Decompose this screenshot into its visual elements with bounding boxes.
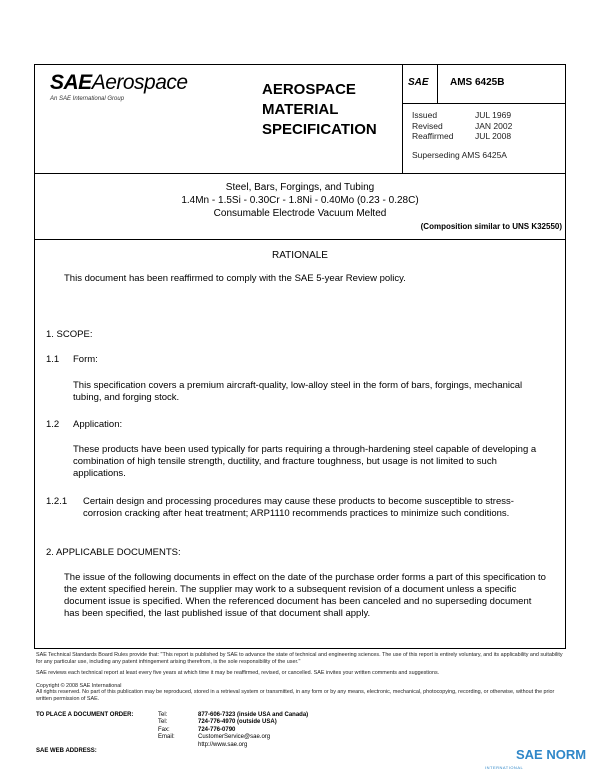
section-1-2-1-number: 1.2.1 bbox=[46, 496, 68, 507]
document-type-title: AEROSPACE MATERIAL SPECIFICATION bbox=[262, 81, 377, 138]
place-order-label: TO PLACE A DOCUMENT ORDER: bbox=[36, 712, 134, 718]
footer-rights: All rights reserved. No part of this publication may be reproduced, stored in a retrieval system or transmitted, in any form or by any means, electronic, mechanical, photocopying, recording, or otherwise, without the prior written permission of SAE. bbox=[36, 689, 555, 702]
section-2-text: The issue of the following documents in effect on the date of the purchase order forms a part of this specification to the extent specified herein. The supplier may work to a subsequent revision of a document unless a specific document issue is specified. When the referenced document has been canceled and no superseding document has been specified, the last published issue of that document shall apply. bbox=[64, 572, 546, 619]
web-address-label: SAE WEB ADDRESS: bbox=[36, 748, 97, 754]
section-1-2-label: Application: bbox=[73, 419, 123, 430]
footer-review: SAE reviews each technical report at least every five years at which time it may be reaffirmed, revised, or cancelled. SAE invites your written comments and suggestions. bbox=[36, 670, 440, 676]
contact-labels: Tel: Tel: Fax: Email: bbox=[158, 712, 175, 741]
header-divider bbox=[402, 103, 566, 104]
footer-rules: SAE Technical Standards Board Rules provide that: "This report is published by SAE to advance the state of technical and engineering sciences. The use of this report is entirely voluntary, and its applicability and suitability for any particular use, including any patent infringement arising therefrom, is the sole responsibility of the user." bbox=[36, 652, 563, 665]
section-applicable-documents: 2. APPLICABLE DOCUMENTS: bbox=[46, 547, 181, 558]
date-labels: Issued Revised Reaffirmed bbox=[412, 110, 454, 141]
section-1-1-label: Form: bbox=[73, 354, 98, 365]
section-1-2-number: 1.2 bbox=[46, 419, 60, 430]
date-values: JUL 1969 JAN 2002 JUL 2008 bbox=[475, 110, 513, 141]
sae-aerospace-logo: SAEAerospace bbox=[50, 71, 188, 94]
sae-mini-logo: SAE bbox=[408, 77, 429, 88]
ams-number: AMS 6425B bbox=[450, 77, 505, 88]
superseding: Superseding AMS 6425A bbox=[412, 150, 507, 160]
header-divider bbox=[402, 64, 403, 174]
section-1-2-1-text: Certain design and processing procedures may cause these products to become susceptible to stress-corrosion cracking after heat treatment; ARP1110 recommends practices to minimize such conditions. bbox=[83, 496, 514, 519]
contact-values: 877-606-7323 (inside USA and Canada) 724-776-4970 (outside USA) 724-776-0790 CustomerService@sae.org http://www.sae.org bbox=[198, 712, 309, 748]
section-1-1-text: This specification covers a premium aircraft-quality, low-alloy steel in the form of bars, forgings, mechanical tubing, and forging stock. bbox=[73, 380, 523, 403]
web-link[interactable]: http://www.sae.org bbox=[198, 741, 248, 748]
footer-copyright: Copyright © 2008 SAE International bbox=[36, 683, 122, 689]
composition-line: 1.4Mn - 1.5Si - 0.30Cr - 1.8Ni - 0.40Mo (0.23 - 0.28C) bbox=[181, 195, 419, 206]
section-1-2-text: These products have been used typically for parts requiring a through-hardening steel capable of developing a combination of high tensile strength, ductility, and fracture toughness, but usage is not limited to such applications. bbox=[73, 444, 537, 479]
logo-subtitle: An SAE International Group bbox=[50, 96, 125, 102]
uns-composition-note: (Composition similar to UNS K32550) bbox=[420, 222, 562, 231]
melting-process: Consumable Electrode Vacuum Melted bbox=[213, 208, 387, 219]
material-title: Steel, Bars, Forgings, and Tubing bbox=[225, 182, 375, 193]
header-divider bbox=[437, 64, 438, 104]
rationale-text: This document has been reaffirmed to comply with the SAE 5-year Review policy. bbox=[64, 273, 406, 284]
footer-divider bbox=[34, 648, 566, 649]
section-1-1-number: 1.1 bbox=[46, 354, 60, 365]
section-scope: 1. SCOPE: bbox=[46, 329, 93, 340]
sae-norm-watermark: SAE NORM bbox=[516, 747, 587, 762]
watermark-subtitle: INTERNATIONAL bbox=[485, 765, 524, 770]
rationale-heading: RATIONALE bbox=[272, 250, 328, 261]
